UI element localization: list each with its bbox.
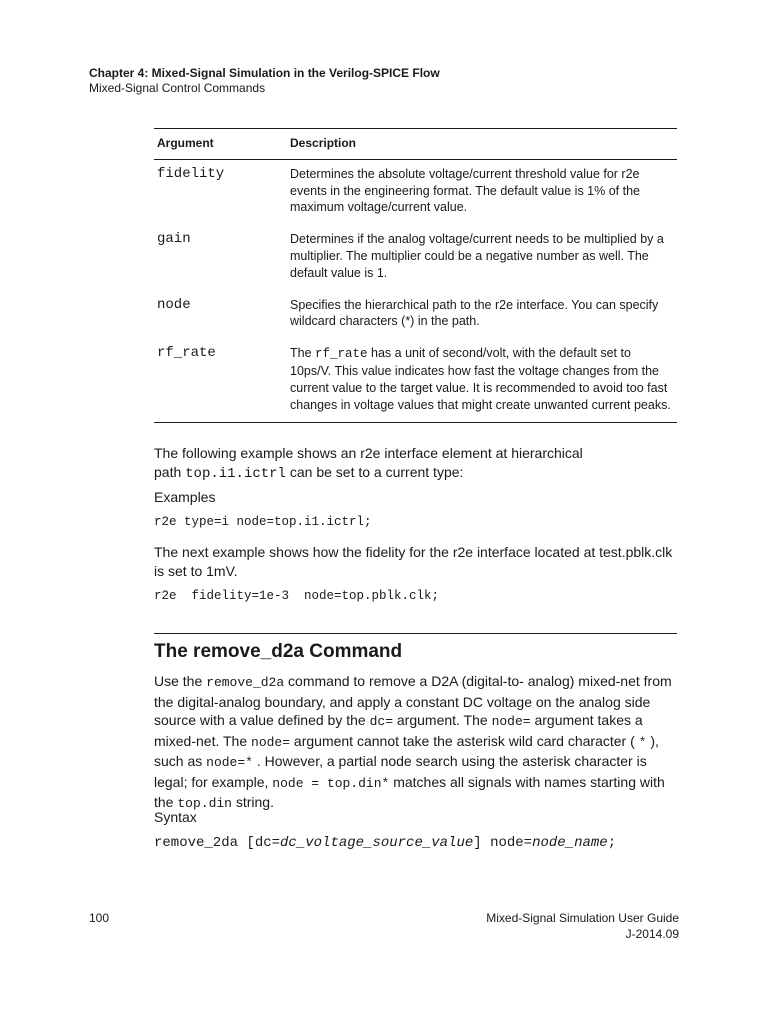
inline-code: node= <box>251 734 291 750</box>
inline-code: node=* <box>206 755 253 770</box>
inline-code: node= <box>491 714 531 729</box>
section-body-paragraph: Use the remove_d2a command to remove a D2A (digital-to- analog) mixed-net from the digital-analog boundary, and apply a constant DC voltage on the analog side source with a value defined by the dc= argument. The node= argument takes a mixed-net. The node= argument cannot take the asterisk wild card character ( * ), such as node=* . However, a partial node search using the asterisk character is legal; for example, node = top.din* matches all signals with names starting with the top.din string. <box>154 673 672 811</box>
argument-name: node <box>157 296 191 313</box>
syntax-label: Syntax <box>154 809 197 825</box>
table-row <box>154 231 677 296</box>
argument-description: Specifies the hierarchical path to the r2e interface. You can specify wildcard characters (*) in the path. <box>290 297 659 329</box>
argument-table <box>154 128 677 423</box>
next-example-paragraph: The next example shows how the fidelity for the r2e interface located at test.pblk.clk is set to 1mV. <box>154 544 673 579</box>
version-label: J-2014.09 <box>625 926 679 941</box>
argument-description: Determines if the analog voltage/current needs to be multiplied by a multiplier. The multiplier could be a negative number as well. The default value is 1. <box>290 232 664 280</box>
inline-code: dc= <box>369 714 393 729</box>
argument-name: fidelity <box>157 165 225 182</box>
inline-code: top.din <box>177 796 232 811</box>
section-divider <box>154 633 677 634</box>
guide-title: Mixed-Signal Simulation User Guide <box>486 911 679 925</box>
example-code-block: r2e fidelity=1e-3 node=top.pblk.clk; <box>154 589 440 603</box>
inline-code: * <box>638 734 647 750</box>
column-header-description: Description <box>290 136 357 150</box>
argument-description: Determines the absolute voltage/current threshold value for r2e events in the engineering format. The default value is 1% of the maximum voltage/current value. <box>290 166 640 215</box>
inline-code: top.i1.ictrl <box>185 465 286 482</box>
inline-code: rf_rate <box>315 347 368 362</box>
page-footer <box>486 911 679 942</box>
section-subtitle: Mixed-Signal Control Commands <box>89 81 266 95</box>
page-number: 100 <box>89 911 110 925</box>
example-intro-paragraph: The following example shows an r2e interface element at hierarchical path top.i1.ictrl can be set to a current type: <box>154 445 583 482</box>
section-heading: The remove_d2a Command <box>154 641 403 662</box>
page-header <box>89 66 440 96</box>
syntax-placeholder: dc_voltage_source_value <box>280 835 474 851</box>
argument-description: The rf_rate has a unit of second/volt, with the default set to 10ps/V. This value indicates how fast the voltage changes from the current value to the target value. It is recommended to avoid too fast changes in voltage values that might create unwanted current peaks. <box>290 346 671 412</box>
argument-table-container <box>154 128 677 423</box>
syntax-code-block: remove_2da [dc=dc_voltage_source_value] node=node_name; <box>154 835 617 851</box>
argument-name: gain <box>157 231 191 248</box>
syntax-placeholder: node_name <box>532 835 608 851</box>
table-header-row <box>154 129 677 160</box>
table-row <box>154 345 677 423</box>
inline-code: node = top.din* <box>272 775 390 791</box>
inline-code: remove_d2a <box>206 675 285 690</box>
example-code-block: r2e type=i node=top.i1.ictrl; <box>154 515 372 529</box>
column-header-argument: Argument <box>157 136 214 150</box>
examples-label: Examples <box>154 489 216 505</box>
table-row <box>154 159 677 231</box>
argument-name: rf_rate <box>157 345 216 362</box>
chapter-title: Chapter 4: Mixed-Signal Simulation in the Verilog-SPICE Flow <box>89 66 440 80</box>
table-row <box>154 297 677 346</box>
